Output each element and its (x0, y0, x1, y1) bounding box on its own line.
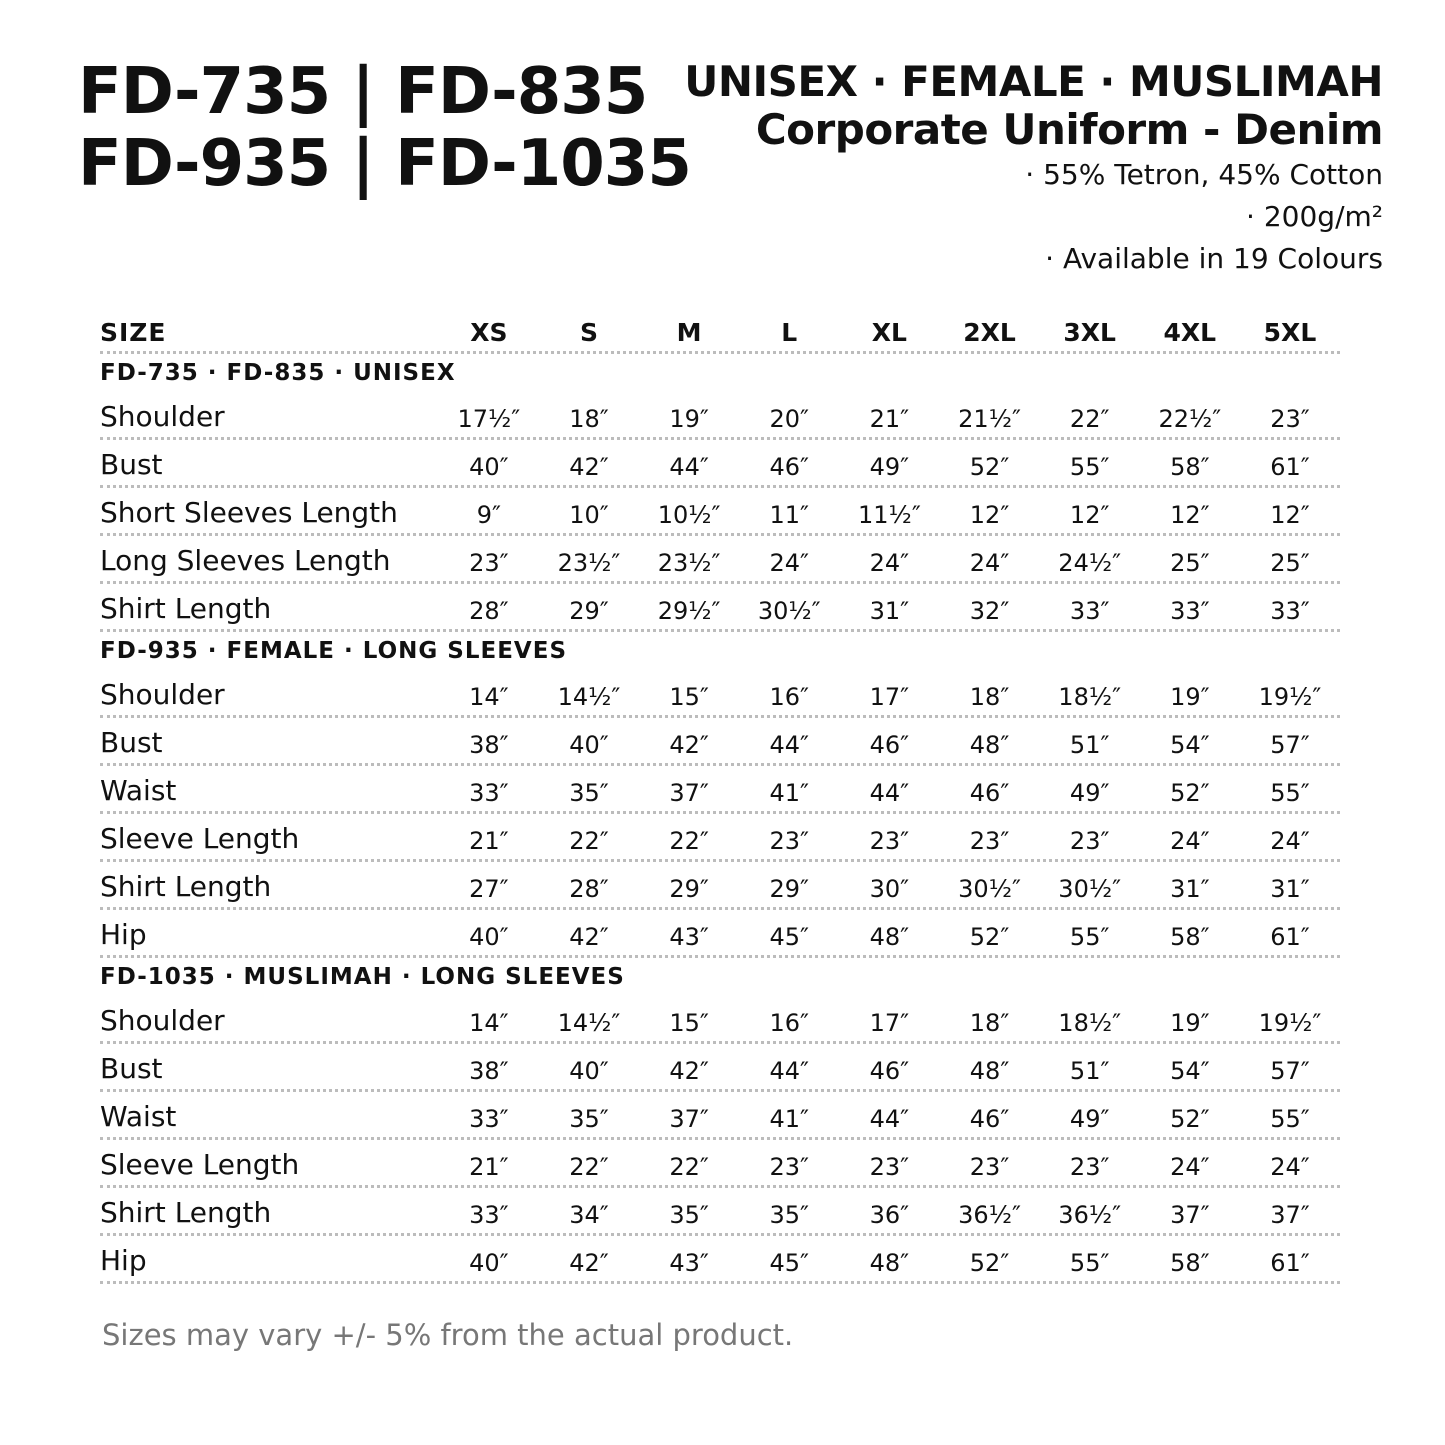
measurement-value: 29″ (569, 597, 609, 625)
measurement-value: 55″ (1069, 1249, 1110, 1277)
measurement-value: 17½″ (457, 405, 521, 433)
measurement-value: 46″ (869, 731, 910, 759)
measurement-value: 24½″ (1058, 549, 1122, 577)
measurement-value: 51″ (1069, 1057, 1110, 1085)
measurement-value: 55″ (1270, 1105, 1310, 1133)
measurement-value: 35″ (769, 1201, 810, 1229)
table-row (100, 814, 1340, 862)
measurement-value: 57″ (1270, 1057, 1310, 1085)
measurement-value: 30½″ (958, 875, 1021, 903)
measurement-value: 23″ (869, 1153, 910, 1181)
measurement-value: 44″ (769, 1057, 810, 1085)
measurement-value: 19″ (669, 405, 709, 433)
measurement-value: 14½″ (557, 683, 621, 711)
measurement-value: 54″ (1170, 1057, 1210, 1085)
measurement-value: 35″ (569, 1105, 609, 1133)
measurement-value: 31″ (1270, 875, 1310, 903)
measurement-value: 33″ (1170, 597, 1210, 625)
measurement-label: Sleeve Length (100, 822, 300, 855)
table-row (100, 1236, 1340, 1284)
measurement-value: 24″ (969, 549, 1010, 577)
measurement-value: 23″ (869, 827, 910, 855)
measurement-value: 23″ (969, 1153, 1010, 1181)
measurement-value: 44″ (869, 1105, 910, 1133)
measurement-value: 40″ (569, 1057, 609, 1085)
measurement-value: 23″ (769, 827, 810, 855)
measurement-label: Short Sleeves Length (100, 496, 398, 529)
measurement-value: 22″ (569, 827, 609, 855)
table-row (100, 996, 1340, 1044)
measurement-value: 22½″ (1158, 405, 1222, 433)
measurement-value: 40″ (469, 453, 509, 481)
measurement-value: 34″ (569, 1201, 609, 1229)
measurement-value: 14½″ (557, 1009, 621, 1037)
codes-line-1: FD-735 | FD-835 (78, 55, 648, 129)
measurement-value: 21″ (869, 405, 910, 433)
measurement-value: 14″ (469, 683, 509, 711)
measurement-value: 18½″ (1058, 1009, 1122, 1037)
measurement-value: 23″ (1270, 405, 1310, 433)
measurement-value: 21″ (469, 1153, 509, 1181)
measurement-label: Hip (100, 918, 147, 951)
measurement-value: 28″ (569, 875, 609, 903)
measurement-value: 31″ (869, 597, 910, 625)
table-row (100, 1092, 1340, 1140)
table-row (100, 766, 1340, 814)
section-title: FD-1035 · MUSLIMAH · LONG SLEEVES (100, 964, 625, 990)
size-header-cell: XS (470, 318, 508, 347)
measurement-value: 48″ (869, 923, 910, 951)
measurement-value: 30½″ (757, 597, 821, 625)
measurement-value: 22″ (669, 1153, 709, 1181)
measurement-value: 30″ (869, 875, 910, 903)
measurement-value: 33″ (1069, 597, 1110, 625)
section-title: FD-735 · FD-835 · UNISEX (100, 360, 456, 386)
measurement-value: 20″ (769, 405, 810, 433)
measurement-value: 11″ (769, 501, 810, 529)
measurement-label: Shirt Length (100, 870, 272, 903)
measurement-value: 37″ (669, 1105, 709, 1133)
measurement-value: 30½″ (1058, 875, 1122, 903)
measurement-value: 35″ (669, 1201, 709, 1229)
table-row (100, 536, 1340, 584)
measurement-value: 58″ (1170, 923, 1210, 951)
measurement-value: 24″ (1170, 1153, 1210, 1181)
measurement-value: 18″ (969, 683, 1010, 711)
measurement-value: 23″ (1069, 1153, 1110, 1181)
table-row (100, 584, 1340, 632)
measurement-value: 18½″ (1058, 683, 1122, 711)
measurement-value: 33″ (469, 1105, 509, 1133)
measurement-label: Shoulder (100, 400, 225, 433)
measurement-label: Sleeve Length (100, 1148, 300, 1181)
measurement-value: 19″ (1170, 1009, 1210, 1037)
measurement-value: 23½″ (557, 549, 621, 577)
measurement-label: Waist (100, 1100, 177, 1133)
measurement-value: 49″ (1069, 779, 1110, 807)
measurement-value: 25″ (1170, 549, 1210, 577)
measurement-value: 12″ (1069, 501, 1110, 529)
measurement-value: 52″ (969, 923, 1010, 951)
table-row (100, 1188, 1340, 1236)
product-types: UNISEX · FEMALE · MUSLIMAH (684, 57, 1383, 106)
measurement-value: 61″ (1270, 1249, 1310, 1277)
measurement-label: Shirt Length (100, 1196, 272, 1229)
size-header-cell: 2XL (963, 318, 1016, 347)
measurement-value: 54″ (1170, 731, 1210, 759)
measurement-value: 23″ (1069, 827, 1110, 855)
table-row (100, 910, 1340, 958)
measurement-value: 16″ (769, 1009, 810, 1037)
measurement-value: 43″ (669, 923, 709, 951)
measurement-value: 25″ (1270, 549, 1310, 577)
measurement-value: 31″ (1170, 875, 1210, 903)
measurement-value: 24″ (1270, 827, 1310, 855)
measurement-value: 24″ (869, 549, 910, 577)
measurement-value: 37″ (669, 779, 709, 807)
measurement-value: 49″ (869, 453, 910, 481)
measurement-value: 15″ (669, 683, 709, 711)
size-header-cell: XL (871, 318, 907, 347)
measurement-value: 21″ (469, 827, 509, 855)
measurement-label: Bust (100, 726, 163, 759)
measurement-value: 23″ (769, 1153, 810, 1181)
measurement-value: 33″ (469, 779, 509, 807)
table-row (100, 1140, 1340, 1188)
measurement-value: 42″ (569, 923, 609, 951)
table-row (100, 670, 1340, 718)
measurement-value: 21½″ (958, 405, 1021, 433)
table-row (100, 440, 1340, 488)
measurement-label: Bust (100, 448, 163, 481)
measurement-value: 17″ (869, 1009, 910, 1037)
measurement-value: 17″ (869, 683, 910, 711)
measurement-value: 35″ (569, 779, 609, 807)
measurement-value: 41″ (769, 779, 810, 807)
measurement-value: 16″ (769, 683, 810, 711)
size-header-cell: S (579, 318, 598, 347)
measurement-value: 48″ (969, 731, 1010, 759)
measurement-value: 29″ (669, 875, 709, 903)
measurement-value: 19″ (1170, 683, 1210, 711)
table-row (100, 862, 1340, 910)
measurement-value: 40″ (469, 1249, 509, 1277)
size-header-cell: 3XL (1063, 318, 1116, 347)
size-header-cell: L (781, 318, 798, 347)
measurement-value: 55″ (1069, 923, 1110, 951)
measurement-value: 42″ (569, 453, 609, 481)
measurement-value: 40″ (569, 731, 609, 759)
measurement-value: 12″ (969, 501, 1010, 529)
measurement-value: 52″ (969, 1249, 1010, 1277)
measurement-value: 32″ (969, 597, 1010, 625)
product-codes (78, 56, 691, 200)
measurement-value: 11½″ (858, 501, 921, 529)
measurement-value: 42″ (569, 1249, 609, 1277)
measurement-label: Bust (100, 1052, 163, 1085)
measurement-value: 48″ (869, 1249, 910, 1277)
measurement-label: Shoulder (100, 1004, 225, 1037)
measurement-value: 38″ (469, 1057, 509, 1085)
measurement-value: 23″ (469, 549, 509, 577)
measurement-value: 36½″ (1058, 1201, 1122, 1229)
measurement-value: 9″ (476, 501, 501, 529)
measurement-value: 44″ (669, 453, 709, 481)
measurement-label: Shirt Length (100, 592, 272, 625)
measurement-value: 10½″ (657, 501, 721, 529)
measurement-value: 55″ (1270, 779, 1310, 807)
measurement-value: 42″ (669, 1057, 709, 1085)
measurement-value: 12″ (1170, 501, 1210, 529)
measurement-value: 10″ (569, 501, 609, 529)
measurement-value: 33″ (469, 1201, 509, 1229)
measurement-value: 46″ (869, 1057, 910, 1085)
measurement-value: 29″ (769, 875, 810, 903)
product-subtitle: Corporate Uniform - Denim (755, 105, 1383, 154)
measurement-value: 49″ (1069, 1105, 1110, 1133)
measurement-label: Shoulder (100, 678, 225, 711)
spec-colours: · Available in 19 Colours (1045, 242, 1383, 275)
measurement-value: 36½″ (958, 1201, 1021, 1229)
measurement-value: 45″ (769, 923, 810, 951)
measurement-value: 14″ (469, 1009, 509, 1037)
measurement-value: 58″ (1170, 1249, 1210, 1277)
measurement-value: 27″ (469, 875, 509, 903)
measurement-value: 51″ (1069, 731, 1110, 759)
measurement-value: 22″ (1069, 405, 1110, 433)
measurement-value: 61″ (1270, 453, 1310, 481)
measurement-value: 42″ (669, 731, 709, 759)
measurement-label: Hip (100, 1244, 147, 1277)
measurement-value: 46″ (769, 453, 810, 481)
measurement-value: 52″ (1170, 1105, 1210, 1133)
measurement-value: 52″ (1170, 779, 1210, 807)
measurement-value: 55″ (1069, 453, 1110, 481)
table-row (100, 1044, 1340, 1092)
measurement-value: 57″ (1270, 731, 1310, 759)
measurement-value: 18″ (969, 1009, 1010, 1037)
size-header-cell: 4XL (1163, 318, 1217, 347)
table-row (100, 392, 1340, 440)
measurement-value: 24″ (1270, 1153, 1310, 1181)
measurement-value: 52″ (969, 453, 1010, 481)
measurement-value: 19½″ (1258, 1009, 1322, 1037)
size-header-cell: 5XL (1263, 318, 1317, 347)
measurement-value: 46″ (969, 1105, 1010, 1133)
measurement-value: 12″ (1270, 501, 1310, 529)
measurement-value: 46″ (969, 779, 1010, 807)
measurement-value: 48″ (969, 1057, 1010, 1085)
measurement-value: 15″ (669, 1009, 709, 1037)
measurement-value: 36″ (869, 1201, 910, 1229)
measurement-value: 45″ (769, 1249, 810, 1277)
spec-weight: · 200g/m² (1246, 200, 1383, 233)
measurement-value: 37″ (1270, 1201, 1310, 1229)
measurement-value: 33″ (1270, 597, 1310, 625)
measurement-value: 38″ (469, 731, 509, 759)
measurement-value: 40″ (469, 923, 509, 951)
size-header-cell: M (676, 318, 702, 347)
codes-line-2: FD-935 | FD-1035 (78, 127, 691, 201)
measurement-value: 44″ (869, 779, 910, 807)
measurement-value: 43″ (669, 1249, 709, 1277)
measurement-value: 44″ (769, 731, 810, 759)
measurement-value: 24″ (769, 549, 810, 577)
size-header-row (100, 312, 1340, 354)
measurement-value: 22″ (569, 1153, 609, 1181)
measurement-value: 29½″ (657, 597, 721, 625)
measurement-value: 19½″ (1258, 683, 1322, 711)
measurement-value: 24″ (1170, 827, 1210, 855)
table-row (100, 488, 1340, 536)
footnote: Sizes may vary +/- 5% from the actual product. (102, 1318, 794, 1352)
spec-fabric: · 55% Tetron, 45% Cotton (1025, 158, 1383, 191)
product-info (623, 58, 1383, 280)
measurement-value: 23½″ (657, 549, 721, 577)
measurement-value: 22″ (669, 827, 709, 855)
measurement-label: Waist (100, 774, 177, 807)
measurement-value: 37″ (1170, 1201, 1210, 1229)
measurement-value: 58″ (1170, 453, 1210, 481)
measurement-label: Long Sleeves Length (100, 544, 391, 577)
size-column-label: SIZE (100, 318, 167, 347)
size-chart-table (100, 312, 1340, 1284)
table-row (100, 718, 1340, 766)
measurement-value: 41″ (769, 1105, 810, 1133)
measurement-value: 23″ (969, 827, 1010, 855)
measurement-value: 28″ (469, 597, 509, 625)
section-title: FD-935 · FEMALE · LONG SLEEVES (100, 638, 568, 664)
measurement-value: 18″ (569, 405, 609, 433)
measurement-value: 61″ (1270, 923, 1310, 951)
